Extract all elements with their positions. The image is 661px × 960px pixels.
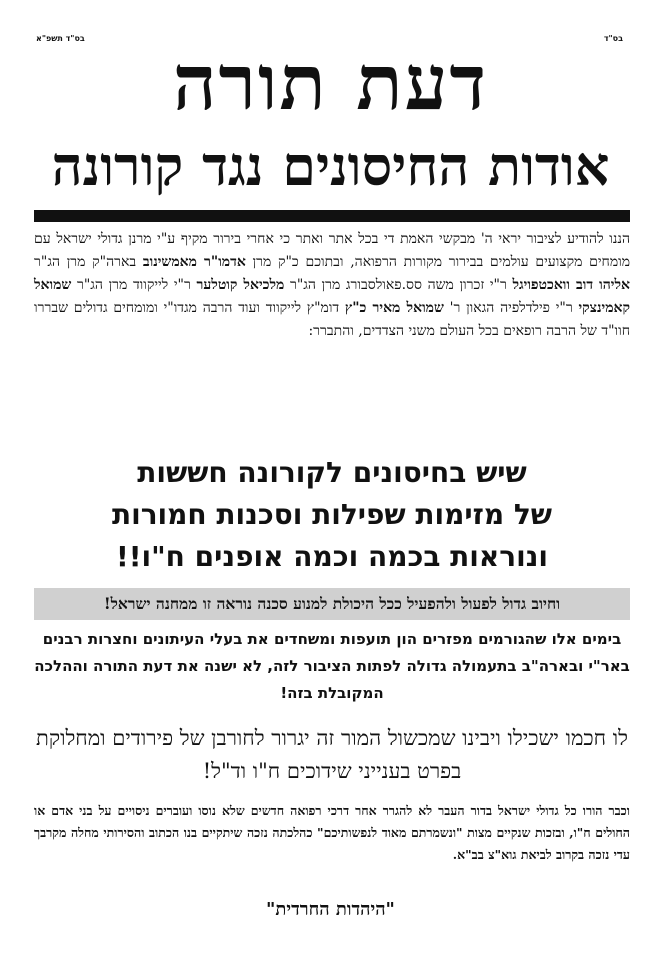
intro-name: אדמו"ר מאמשינוב: [142, 254, 246, 270]
intro-text: ר"י לייקווד מרן הג"ר: [71, 277, 197, 293]
intro-name: שמואל קאמינצקי: [34, 277, 630, 316]
intro-paragraph: [34, 228, 630, 343]
intro-text: דומ"ץ לייקווד ועוד הרבה מגדו"י ומומחים גדולים שבררו חוו"ד של הרבה רופאים בכל העולם משני הצדדים, והתברר:: [34, 300, 630, 339]
corner-date: בס"ד תשפ"א: [36, 34, 85, 43]
headline-line: ונוראות בכמה וכמה אופנים ח"ו!!: [115, 540, 549, 573]
poster-subtitle: אודות החיסונים נגד קורונה: [51, 134, 610, 198]
intro-text: בארה"ק מרן הג"ר: [34, 254, 143, 270]
corner-bsd: בס"ד: [603, 34, 623, 43]
main-headline: [34, 452, 630, 578]
consequence-paragraph: לו חכמו ישכילו ויבינו שמכשול המור זה יגרור לחורבן של פירודים ומחלוקת בפרט בענייני שידוכים ח"ו וד"ל!: [36, 726, 628, 783]
gray-banner: וחיוב גדול לפעול ולהפעיל ככל היכולת למנוע סכנה נוראה זו ממחנה ישראל!: [34, 588, 630, 620]
intro-name: מלכיאל קוטלער: [196, 277, 285, 293]
signature: "היהדות החרדית": [266, 899, 395, 920]
intro-text: ר"י פילדלפיה הגאון ר': [443, 300, 579, 316]
intro-name: אליהו דוב וואכטפויגל: [512, 277, 630, 293]
headline-line: של מזימות שפילות וסכנות חמורות: [111, 498, 553, 531]
intro-name: שמואל מאיר כ"ץ: [344, 300, 444, 316]
headline-line: שיש בחיסונים לקורונה חששות: [137, 456, 527, 489]
warning-paragraph: בימים אלו שהגורמים מפזרים הון תועפות ומשחדים את בעלי העיתונים וחצרות רבנים באר"י ובארה"ב בתעמולה גדולה לפתות הציבור לזה, לא ישנה את דעת התורה וההלכה המקובלת בזה!: [34, 630, 630, 702]
header-rule: [34, 210, 630, 222]
closing-paragraph: וכבר הורו כל גדולי ישראל בדור העבר לא להגרר אחר דרכי רפואה חדשים שלא נוסו ועוברים ניסויים על בני אדם או החולים ח"ו, ובזכות שנקיים מצות "ונשמרתם מאוד לנפשותיכם" כהלכתה נזכה שיתקיים בנו הכתוב והסירותי מחלה מקרבך עדי נזכה בקרוב לביאת גוא"צ בב"א.: [34, 803, 630, 862]
intro-text: ר"י זכרון משה סס.פאולסבורג מרן הג"ר: [284, 277, 513, 293]
poster-title: דעת תורה: [172, 38, 489, 127]
intro-text: הננו להודיע לציבור יראי ה' מבקשי האמת די בכל אתר ואתר כי אחרי בירור מקיף ע"י מרנן גדולי ישראל עם מומחים מקצועים עולמים בבירור מקורות הרפואה, ובתוכם כ"ק מרן: [34, 231, 631, 270]
